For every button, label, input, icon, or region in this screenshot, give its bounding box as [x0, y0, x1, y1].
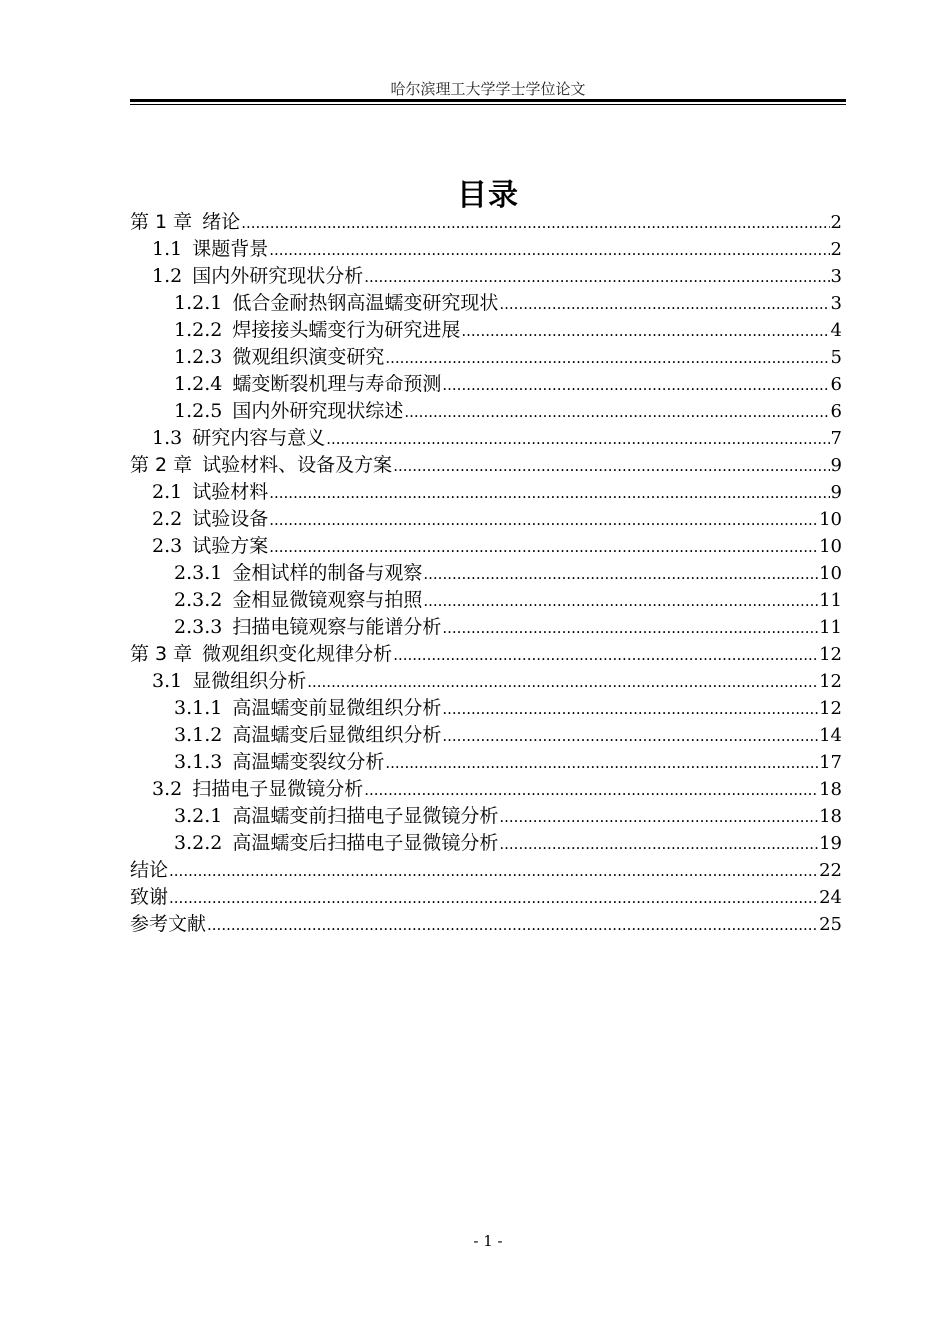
toc-entry-title: 国内外研究现状分析	[192, 265, 364, 287]
toc-entry-title: 试验材料	[192, 481, 269, 503]
toc-dot-leader	[207, 912, 818, 939]
toc-dot-leader	[499, 291, 829, 318]
toc-entry-page: 12	[819, 671, 842, 692]
toc-entry-page: 7	[830, 428, 842, 449]
toc-entry-number: 2.2	[152, 508, 183, 530]
toc-entry-page: 22	[819, 860, 842, 881]
toc-dot-leader	[393, 453, 829, 480]
toc-entry-number: 3.1	[152, 670, 183, 692]
toc-entry-number: 3.1.2	[174, 724, 223, 746]
footer-page-number: - 1 -	[473, 1232, 503, 1250]
toc-entry-number: 3.1.3	[174, 751, 223, 773]
toc-entry-page: 24	[819, 887, 842, 908]
toc-entry-number: 3.2.1	[174, 805, 223, 827]
toc-entry-title: 参考文献	[130, 913, 207, 935]
toc-entry[interactable]	[130, 695, 842, 722]
toc-entry[interactable]	[130, 830, 842, 857]
toc-entry-number: 3.1.1	[174, 697, 223, 719]
toc-entry-title: 绪论	[202, 211, 241, 233]
toc-entry-page: 2	[830, 212, 842, 233]
toc-dot-leader	[442, 372, 829, 399]
toc-dot-leader	[385, 345, 829, 372]
toc-entry-title: 低合金耐热钢高温蠕变研究现状	[232, 292, 499, 314]
toc-entry-number: 第 3 章	[130, 643, 193, 665]
toc-entry-title: 试验方案	[192, 535, 269, 557]
toc-entry-title: 致谢	[130, 886, 169, 908]
toc-entry[interactable]	[130, 884, 842, 911]
toc-entry-page: 3	[830, 266, 842, 287]
toc-entry-title: 研究内容与意义	[192, 427, 326, 449]
toc-entry[interactable]	[130, 317, 842, 344]
toc-entry-page: 14	[819, 725, 842, 746]
toc-entry-number: 1.2	[152, 265, 183, 287]
toc-dot-leader	[307, 669, 818, 696]
toc-dot-leader	[269, 507, 818, 534]
toc-entry-page: 6	[830, 374, 842, 395]
toc-entry-title: 扫描电镜观察与能谱分析	[232, 616, 442, 638]
toc-entry[interactable]	[130, 425, 842, 452]
toc-entry-number: 1.2.2	[174, 319, 223, 341]
toc-entry[interactable]	[130, 371, 842, 398]
toc-entry-page: 10	[819, 563, 842, 584]
toc-entry-title: 焊接接头蠕变行为研究进展	[232, 319, 461, 341]
header-rule-thick	[130, 99, 846, 102]
toc-entry-page: 6	[830, 401, 842, 422]
toc-entry-number: 3.2.2	[174, 832, 223, 854]
toc-entry-number: 2.3.3	[174, 616, 223, 638]
toc-entry[interactable]	[130, 668, 842, 695]
toc-entry-title: 蠕变断裂机理与寿命预测	[232, 373, 442, 395]
toc-entry[interactable]	[130, 641, 842, 668]
toc-entry[interactable]	[130, 452, 842, 479]
toc-entry-number: 1.3	[152, 427, 183, 449]
toc-entry[interactable]	[130, 560, 842, 587]
toc-entry-title: 微观组织演变研究	[232, 346, 385, 368]
toc-entry-number: 2.3.2	[174, 589, 223, 611]
toc-dot-leader	[269, 480, 829, 507]
toc-entry-title: 试验材料、设备及方案	[202, 454, 393, 476]
toc-entry[interactable]	[130, 776, 842, 803]
toc-entry-page: 12	[819, 698, 842, 719]
toc-entry-number: 第 2 章	[130, 454, 193, 476]
toc-entry[interactable]	[130, 911, 842, 938]
toc-entry[interactable]	[130, 506, 842, 533]
toc-entry-page: 18	[819, 806, 842, 827]
toc-dot-leader	[385, 750, 818, 777]
toc-entry-page: 9	[830, 455, 842, 476]
toc-entry-title: 高温蠕变后扫描电子显微镜分析	[232, 832, 499, 854]
toc-dot-leader	[423, 561, 818, 588]
toc-dot-leader	[269, 237, 829, 264]
toc-entry[interactable]	[130, 263, 842, 290]
toc-dot-leader	[442, 615, 818, 642]
toc-entry[interactable]	[130, 236, 842, 263]
toc-entry[interactable]	[130, 398, 842, 425]
toc-dot-leader	[326, 426, 829, 453]
toc-dot-leader	[404, 399, 829, 426]
toc-entry-title: 金相显微镜观察与拍照	[232, 589, 423, 611]
toc-entry-number: 1.1	[152, 238, 183, 260]
toc-entry-page: 3	[830, 293, 842, 314]
toc-entry-title: 微观组织变化规律分析	[202, 643, 393, 665]
toc-entry-page: 5	[830, 347, 842, 368]
toc-entry-page: 25	[819, 914, 842, 935]
header-rule-thin	[130, 104, 846, 105]
toc-dot-leader	[442, 723, 818, 750]
toc-entry[interactable]	[130, 209, 842, 236]
toc-entry[interactable]	[130, 749, 842, 776]
toc-entry[interactable]	[130, 803, 842, 830]
toc-entry-number: 1.2.1	[174, 292, 223, 314]
toc-entry[interactable]	[130, 857, 842, 884]
toc-dot-leader	[169, 858, 818, 885]
toc-entry[interactable]	[130, 533, 842, 560]
toc-entry-title: 高温蠕变前显微组织分析	[232, 697, 442, 719]
toc-entry-title: 扫描电子显微镜分析	[192, 778, 364, 800]
toc-dot-leader	[364, 777, 818, 804]
toc-entry-title: 高温蠕变裂纹分析	[232, 751, 385, 773]
toc-entry-page: 11	[819, 590, 842, 611]
toc-entry[interactable]	[130, 614, 842, 641]
toc-entry-page: 18	[819, 779, 842, 800]
toc-dot-leader	[499, 831, 818, 858]
toc-entry-page: 2	[830, 239, 842, 260]
toc-entry-page: 10	[819, 536, 842, 557]
toc-dot-leader	[364, 264, 829, 291]
toc-entry-number: 1.2.5	[174, 400, 223, 422]
toc-entry-title: 金相试样的制备与观察	[232, 562, 423, 584]
toc-dot-leader	[423, 588, 818, 615]
toc-dot-leader	[499, 804, 818, 831]
toc-entry-number: 2.1	[152, 481, 183, 503]
toc-entry-page: 12	[819, 644, 842, 665]
toc-dot-leader	[269, 534, 818, 561]
toc-dot-leader	[393, 642, 818, 669]
toc-entry-number: 1.2.4	[174, 373, 223, 395]
toc-entry-number: 2.3.1	[174, 562, 223, 584]
toc-entry-page: 17	[819, 752, 842, 773]
toc-entry-title: 结论	[130, 859, 169, 881]
toc-entry-title: 高温蠕变后显微组织分析	[232, 724, 442, 746]
toc-entry-title: 显微组织分析	[192, 670, 307, 692]
toc-dot-leader	[442, 696, 818, 723]
toc-entry-number: 2.3	[152, 535, 183, 557]
toc-entry-title: 试验设备	[192, 508, 269, 530]
toc-entry-page: 19	[819, 833, 842, 854]
toc-entry[interactable]	[130, 479, 842, 506]
running-header-title: 哈尔滨理工大学学士学位论文	[390, 80, 586, 98]
toc-entry-number: 1.2.3	[174, 346, 223, 368]
toc-entry-page: 4	[830, 320, 842, 341]
toc-entry[interactable]	[130, 290, 842, 317]
toc-entry-number: 3.2	[152, 778, 183, 800]
toc-dot-leader	[241, 210, 829, 237]
toc-entry[interactable]	[130, 344, 842, 371]
toc-entry-number: 第 1 章	[130, 211, 193, 233]
toc-list	[130, 209, 842, 938]
toc-entry-page: 11	[819, 617, 842, 638]
toc-dot-leader	[461, 318, 829, 345]
toc-entry-page: 10	[819, 509, 842, 530]
toc-entry-page: 9	[830, 482, 842, 503]
toc-heading: 目录	[457, 178, 519, 213]
toc-dot-leader	[169, 885, 818, 912]
toc-entry-title: 国内外研究现状综述	[232, 400, 404, 422]
toc-entry-title: 高温蠕变前扫描电子显微镜分析	[232, 805, 499, 827]
toc-entry-title: 课题背景	[192, 238, 269, 260]
toc-entry[interactable]	[130, 587, 842, 614]
toc-entry[interactable]	[130, 722, 842, 749]
